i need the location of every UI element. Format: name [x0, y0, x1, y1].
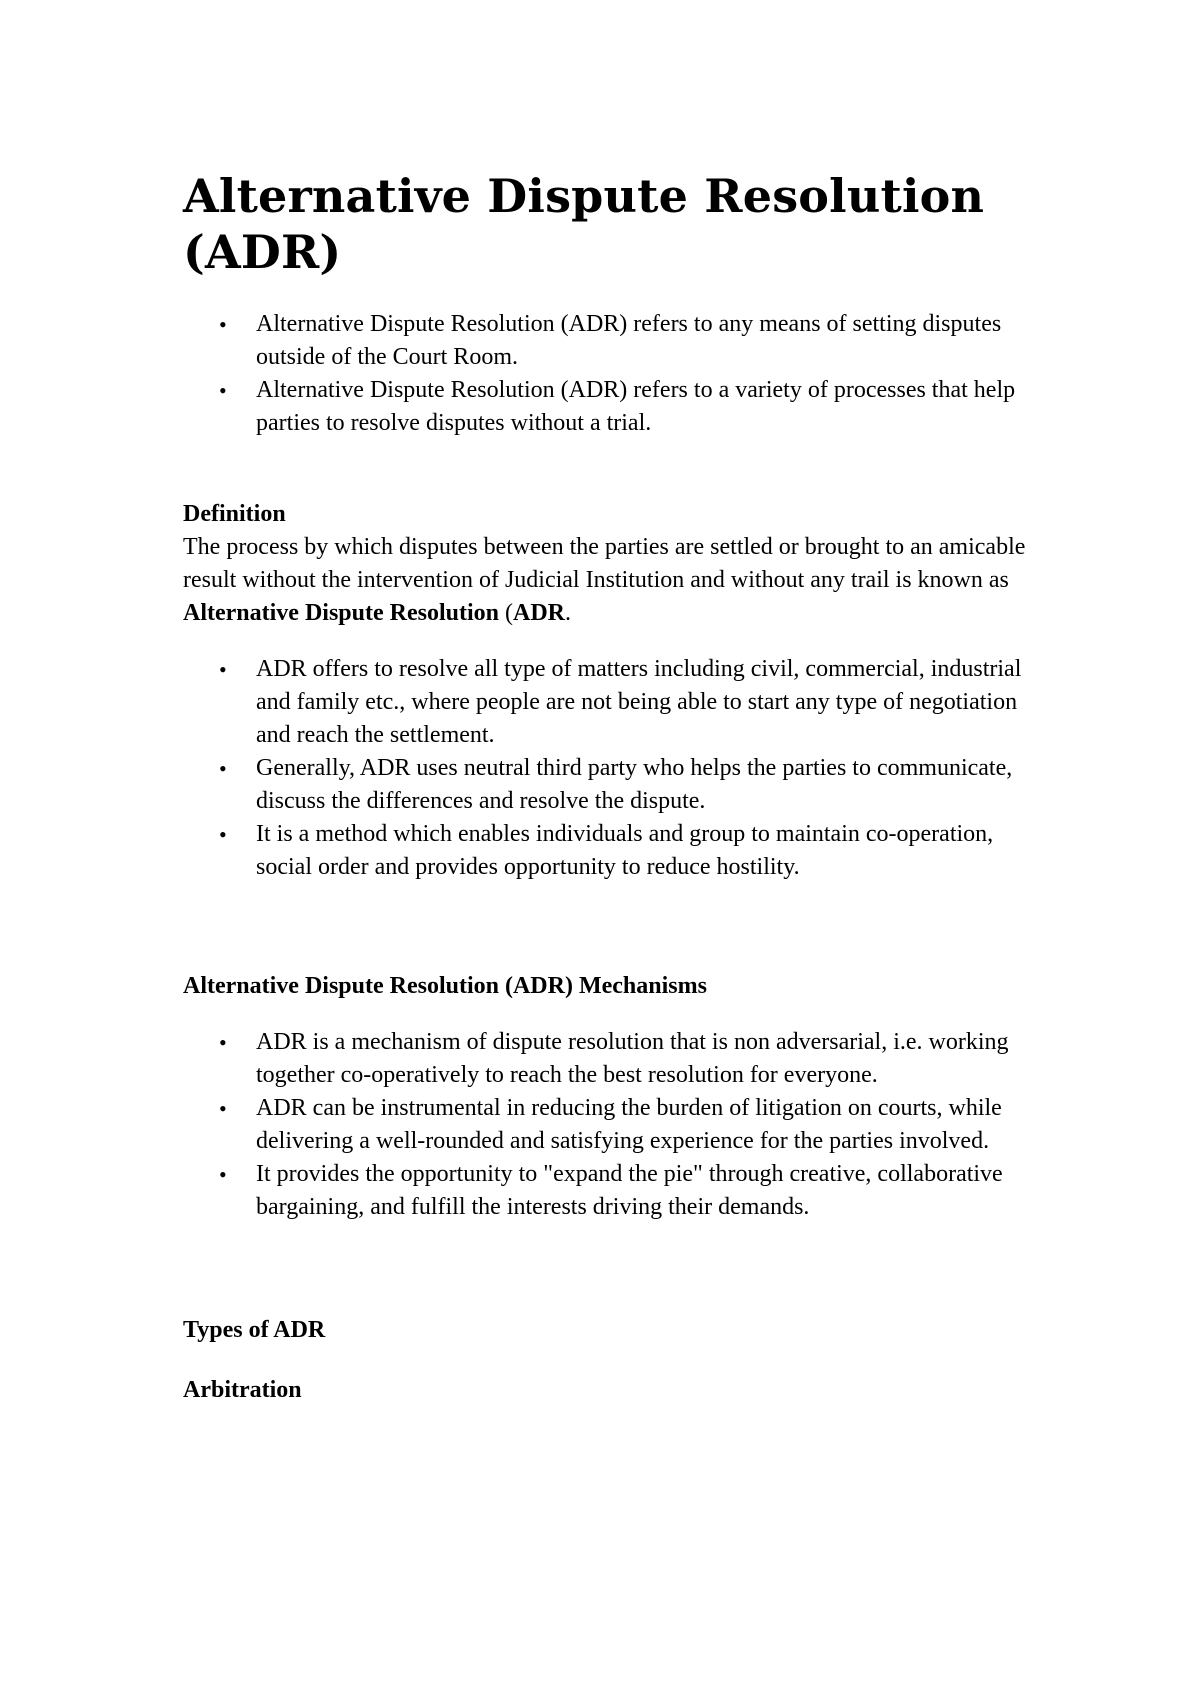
list-item	[183, 653, 1043, 752]
document-page	[183, 168, 1043, 1407]
document-title: Alternative Dispute Resolution (ADR)	[183, 169, 985, 279]
list-item	[183, 1026, 1043, 1092]
bullet-icon: •	[219, 657, 227, 682]
list-item-text: ADR offers to resolve all type of matters including civil, commercial, industrial and family etc., where people are not being able to start any type of negotiation and reach the settlement.	[256, 656, 1022, 748]
list-item-text: ADR is a mechanism of dispute resolution that is non adversarial, i.e. working together co-operatively to reach the best resolution for everyone.	[256, 1029, 1009, 1088]
list-item-text: Generally, ADR uses neutral third party who helps the parties to communicate, discuss the differences and resolve the dispute.	[256, 755, 1013, 814]
arbitration-heading: Arbitration	[183, 1377, 302, 1403]
list-item	[183, 374, 1043, 440]
list-item-text: Alternative Dispute Resolution (ADR) refers to any means of setting disputes outside of the Court Room.	[256, 311, 1002, 370]
list-item-text: Alternative Dispute Resolution (ADR) refers to a variety of processes that help parties to resolve disputes without a trial.	[256, 377, 1016, 436]
bullet-icon: •	[219, 1030, 227, 1055]
list-item	[183, 308, 1043, 374]
bullet-icon: •	[219, 756, 227, 781]
bullet-icon: •	[219, 312, 227, 337]
intro-bullet-list	[183, 308, 1043, 440]
list-item	[183, 818, 1043, 884]
definition-abbrev: ADR	[512, 600, 565, 626]
list-item	[183, 752, 1043, 818]
definition-text-part: .	[564, 600, 571, 626]
definition-text	[183, 531, 1043, 630]
definition-heading: Definition	[183, 501, 286, 527]
definition-text-part: (	[498, 600, 513, 626]
definition-text-part: The process by which disputes between the parties are settled or brought to an amicable result without the intervention of Judicial Institution and without any trail is known as	[183, 534, 1026, 593]
types-heading: Types of ADR	[183, 1317, 326, 1343]
mechanisms-heading: Alternative Dispute Resolution (ADR) Mechanisms	[183, 973, 707, 999]
list-item-text: It is a method which enables individuals and group to maintain co-operation, social order and provides opportunity to reduce hostility.	[256, 821, 994, 880]
definition-term: Alternative Dispute Resolution	[183, 600, 499, 626]
bullet-icon: •	[219, 378, 227, 403]
bullet-icon: •	[219, 822, 227, 847]
mechanisms-bullet-list	[183, 1026, 1043, 1224]
bullet-icon: •	[219, 1096, 227, 1121]
list-item-text: It provides the opportunity to "expand the pie" through creative, collaborative bargaining, and fulfill the interests driving their demands.	[256, 1161, 1003, 1220]
list-item	[183, 1092, 1043, 1158]
list-item-text: ADR can be instrumental in reducing the burden of litigation on courts, while delivering a well-rounded and satisfying experience for the parties involved.	[256, 1095, 1002, 1154]
definition-bullet-list	[183, 653, 1043, 884]
bullet-icon: •	[219, 1162, 227, 1187]
list-item	[183, 1158, 1043, 1224]
